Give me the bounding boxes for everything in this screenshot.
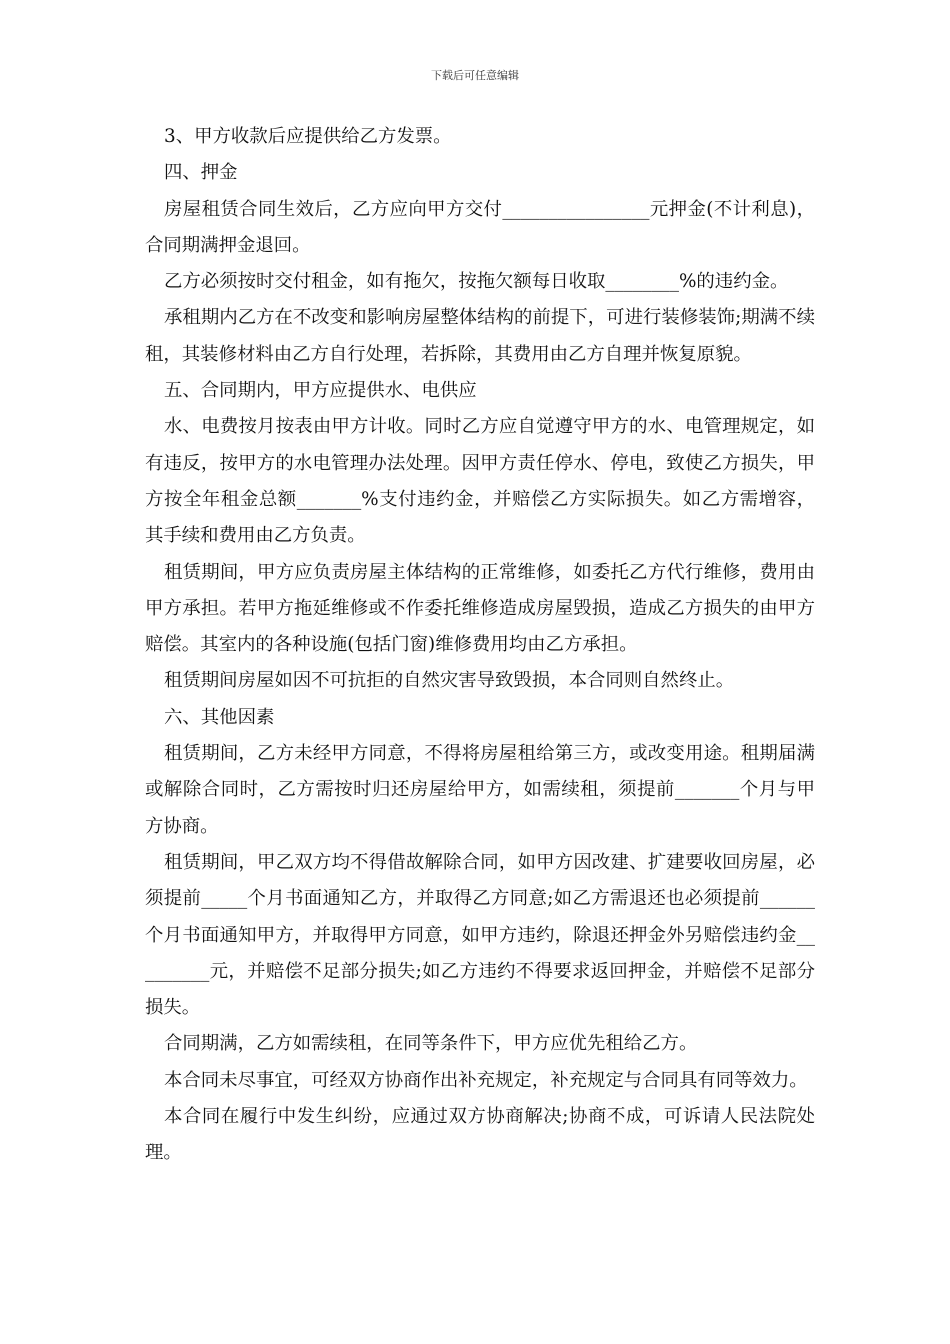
contract-body	[145, 119, 815, 1172]
paragraph-invoice: 3、甲方收款后应提供给乙方发票。	[164, 126, 452, 147]
paragraph-renovation: 承租期内乙方在不改变和影响房屋整体结构的前提下，可进行装修装饰;期满不续租，其装修材料由乙方自行处理，若拆除，其费用由乙方自理并恢复原貌。	[145, 307, 815, 365]
paragraph-supplement: 本合同未尽事宜，可经双方协商作出补充规定，补充规定与合同具有同等效力。	[164, 1069, 808, 1091]
paragraph-sublet: 租赁期间，乙方未经甲方同意，不得将房屋租给第三方，或改变用途。租期届满或解除合同时，乙方需按时归还房屋给甲方，如需续租，须提前_______个月与甲方协商。	[145, 743, 815, 837]
paragraph-utilities: 水、电费按月按表由甲方计收。同时乙方应自觉遵守甲方的水、电管理规定，如有违反，按甲方的水电管理办法处理。因甲方责任停水、停电，致使乙方损失，甲方按全年租金总额_______%支付违约金，并赔偿乙方实际损失。如乙方需增容，其手续和费用由乙方负责。	[145, 416, 815, 547]
paragraph-dispute: 本合同在履行中发生纠纷，应通过双方协商解决;协商不成，可诉请人民法院处理。	[145, 1106, 815, 1164]
paragraph-force-majeure: 租赁期间房屋如因不可抗拒的自然灾害导致毁损，本合同则自然终止。	[164, 670, 735, 692]
paragraph-renewal: 合同期满，乙方如需续租，在同等条件下，甲方应优先租给乙方。	[164, 1033, 698, 1055]
section-heading-utilities: 五、合同期内，甲方应提供水、电供应	[164, 380, 477, 402]
paragraph-maintenance: 租赁期间，甲方应负责房屋主体结构的正常维修，如委托乙方代行维修，费用由甲方承担。若甲方拖延维修或不作委托维修造成房屋毁损，造成乙方损失的由甲方赔偿。其室内的各种设施(包括门窗)维修费用均由乙方承担。	[145, 561, 815, 656]
section-heading-deposit: 四、押金	[164, 162, 238, 184]
paragraph-deposit: 房屋租赁合同生效后，乙方应向甲方交付________________元押金(不计利息)，合同期满押金退回。	[145, 198, 815, 256]
paragraph-termination: 租赁期间，甲乙双方均不得借故解除合同，如甲方因改建、扩建要收回房屋，必须提前_____个月书面通知乙方，并取得乙方同意;如乙方需退还也必须提前______个月书面通知甲方，并取得甲方同意，如甲方违约，除退还押金外另赔偿违约金_________元，并赔偿不足部分损失;如乙方违约不得要求返回押金，并赔偿不足部分损失。	[145, 851, 815, 1019]
section-heading-other: 六、其他因素	[164, 706, 275, 728]
paragraph-late-fee: 乙方必须按时交付租金，如有拖欠，按拖欠额每日收取________%的违约金。	[164, 271, 789, 293]
page-header: 下载后可任意编辑	[431, 69, 519, 82]
